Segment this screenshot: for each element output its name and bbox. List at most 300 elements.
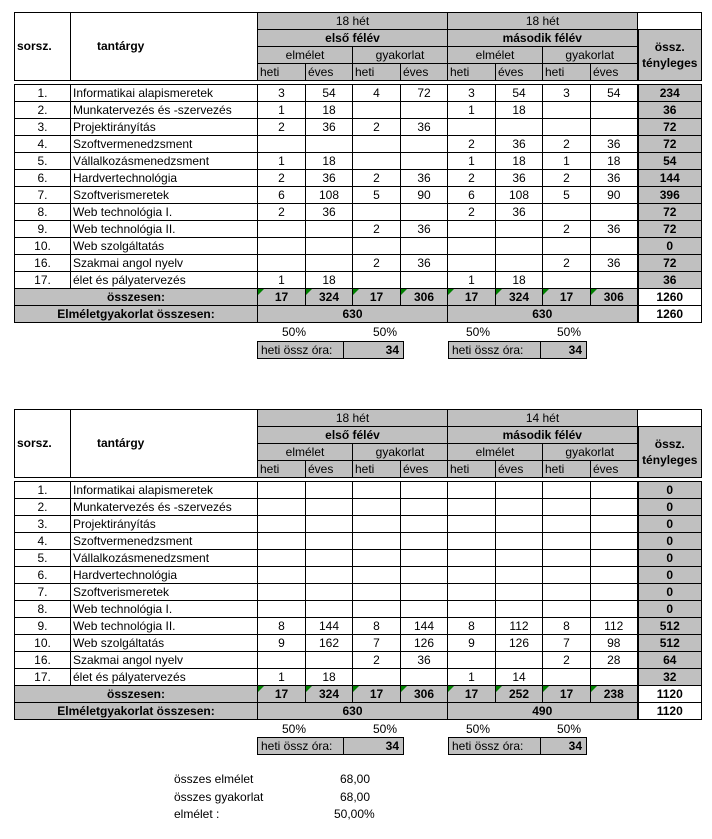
- header-weeks-1: 18 hét: [258, 410, 448, 427]
- hours-cell: 18: [306, 102, 353, 119]
- hours-cell: 54: [496, 85, 543, 102]
- hours-cell: [591, 669, 638, 686]
- hours-cell: [258, 584, 306, 601]
- hours-cell: [543, 482, 591, 499]
- row-number: 8.: [15, 601, 71, 618]
- hours-cell: [448, 584, 496, 601]
- subject-name: Informatikai alapismeretek: [71, 85, 258, 102]
- header-elmelet: elmélet: [448, 444, 543, 461]
- hours-cell: [306, 567, 353, 584]
- total-cell: 0: [638, 550, 702, 567]
- subject-name: Szoftvermenedzsment: [71, 136, 258, 153]
- row-number: 16.: [15, 255, 71, 272]
- elmgyak-label: Elméletgyakorlat összesen:: [15, 306, 258, 323]
- hours-cell: 36: [591, 221, 638, 238]
- header-ossz: össz.: [654, 40, 685, 54]
- total-cell: 512: [638, 635, 702, 652]
- hours-cell: 5: [543, 187, 591, 204]
- sum-cell: 17: [258, 289, 306, 306]
- hours-cell: 36: [306, 204, 353, 221]
- hours-cell: 1: [258, 272, 306, 289]
- hours-cell: [401, 567, 448, 584]
- sum-cell: 17: [353, 686, 401, 703]
- heti-ossz-ora-value: 34: [385, 343, 399, 357]
- row-number: 17.: [15, 272, 71, 289]
- hours-cell: [591, 516, 638, 533]
- hours-cell: [353, 499, 401, 516]
- hours-cell: [258, 238, 306, 255]
- hours-cell: 36: [306, 170, 353, 187]
- hours-cell: [496, 550, 543, 567]
- hours-cell: 36: [401, 170, 448, 187]
- table-row: [15, 221, 702, 238]
- hours-cell: [448, 533, 496, 550]
- hours-cell: [591, 238, 638, 255]
- curriculum-table-2: [14, 409, 697, 720]
- hours-cell: [258, 516, 306, 533]
- table-row: [15, 136, 702, 153]
- header-eves: éves: [306, 64, 353, 81]
- header-gyakorlat: gyakorlat: [353, 444, 448, 461]
- hours-cell: [401, 499, 448, 516]
- hours-cell: 36: [401, 652, 448, 669]
- total-cell: 36: [638, 102, 702, 119]
- hours-cell: [258, 567, 306, 584]
- header-tenyleges: tényleges: [642, 453, 698, 467]
- hours-cell: 2: [543, 652, 591, 669]
- row-number: 1.: [15, 85, 71, 102]
- hours-cell: [401, 601, 448, 618]
- hours-cell: [353, 204, 401, 221]
- hours-cell: 1: [448, 102, 496, 119]
- table-row: [15, 533, 702, 550]
- row-number: 3.: [15, 119, 71, 136]
- header-gyakorlat: gyakorlat: [543, 47, 638, 64]
- row-number: 5.: [15, 550, 71, 567]
- hours-cell: 8: [353, 618, 401, 635]
- hours-cell: [306, 516, 353, 533]
- header-eves: éves: [401, 64, 448, 81]
- summary-label: elmélet :: [174, 807, 220, 821]
- hours-cell: [543, 584, 591, 601]
- total-cell: 0: [638, 516, 702, 533]
- row-number: 6.: [15, 170, 71, 187]
- sum-cell: 306: [401, 686, 448, 703]
- hours-cell: [353, 669, 401, 686]
- hours-cell: 36: [401, 221, 448, 238]
- hours-cell: [591, 119, 638, 136]
- header-heti: heti: [258, 461, 306, 478]
- heti-ossz-ora-label: heti össz óra:: [261, 343, 333, 357]
- hours-cell: 54: [306, 85, 353, 102]
- hours-cell: 1: [258, 153, 306, 170]
- subject-name: Szoftverismeretek: [71, 187, 258, 204]
- hours-cell: 2: [353, 255, 401, 272]
- table-row: [15, 482, 702, 499]
- hours-cell: [353, 482, 401, 499]
- hours-cell: [306, 652, 353, 669]
- header-ossz-tenyleges: [638, 30, 702, 81]
- row-number: 2.: [15, 102, 71, 119]
- total-cell: 32: [638, 669, 702, 686]
- hours-cell: [496, 221, 543, 238]
- total-cell: 0: [638, 601, 702, 618]
- hours-cell: [496, 255, 543, 272]
- hours-cell: [401, 550, 448, 567]
- hours-cell: 18: [306, 153, 353, 170]
- hours-cell: [401, 204, 448, 221]
- row-number: 9.: [15, 618, 71, 635]
- elmgyak-total: 1260: [638, 306, 702, 323]
- hours-cell: 7: [543, 635, 591, 652]
- subject-name: Web technológia II.: [71, 221, 258, 238]
- summary-label: összes elmélet: [174, 772, 254, 786]
- hours-cell: 8: [258, 618, 306, 635]
- hours-cell: 3: [448, 85, 496, 102]
- hours-cell: [543, 669, 591, 686]
- subject-name: Szakmai angol nyelv: [71, 255, 258, 272]
- hours-cell: [496, 533, 543, 550]
- hours-cell: 90: [591, 187, 638, 204]
- table-row: [15, 238, 702, 255]
- header-heti: heti: [258, 64, 306, 81]
- table-row: [15, 499, 702, 516]
- hours-cell: [353, 567, 401, 584]
- hours-cell: [543, 516, 591, 533]
- sum-total: 1120: [638, 686, 702, 703]
- hours-cell: [353, 153, 401, 170]
- total-cell: 0: [638, 584, 702, 601]
- header-blank: [638, 13, 702, 30]
- sum-cell: 324: [306, 289, 353, 306]
- hours-cell: [353, 272, 401, 289]
- hours-cell: 1: [258, 669, 306, 686]
- hours-cell: [543, 533, 591, 550]
- hours-cell: [591, 533, 638, 550]
- hours-cell: [448, 652, 496, 669]
- pct-gyakorlat-1: 50%: [373, 722, 398, 736]
- hours-cell: [306, 221, 353, 238]
- total-cell: 72: [638, 136, 702, 153]
- table-row: [15, 618, 702, 635]
- total-cell: 512: [638, 618, 702, 635]
- header-eves: éves: [306, 461, 353, 478]
- header-masodik-felev: második félév: [448, 30, 638, 47]
- hours-cell: 2: [448, 204, 496, 221]
- elmgyak-sem2: 630: [448, 306, 638, 323]
- table-row: [15, 550, 702, 567]
- total-cell: 72: [638, 119, 702, 136]
- header-elso-felev: első félév: [258, 30, 448, 47]
- hours-cell: [591, 567, 638, 584]
- header-sorsz: sorsz.: [15, 410, 71, 478]
- sum-label: összesen:: [15, 289, 258, 306]
- hours-cell: [591, 482, 638, 499]
- table-row: [15, 652, 702, 669]
- hours-cell: 2: [258, 204, 306, 221]
- header-gyakorlat: gyakorlat: [543, 444, 638, 461]
- total-cell: 396: [638, 187, 702, 204]
- hours-cell: 18: [306, 272, 353, 289]
- hours-cell: [448, 119, 496, 136]
- header-elmelet: elmélet: [258, 47, 353, 64]
- summary-gyakorlat: [174, 790, 371, 804]
- hours-cell: [543, 567, 591, 584]
- hours-cell: [401, 533, 448, 550]
- total-cell: 72: [638, 221, 702, 238]
- sum-cell: 252: [496, 686, 543, 703]
- hours-cell: [591, 272, 638, 289]
- row-number: 5.: [15, 153, 71, 170]
- hours-cell: [258, 221, 306, 238]
- subject-name: Projektirányítás: [71, 119, 258, 136]
- hours-cell: 126: [496, 635, 543, 652]
- hours-cell: 6: [448, 187, 496, 204]
- hours-cell: [306, 550, 353, 567]
- hours-cell: 8: [543, 618, 591, 635]
- total-cell: 0: [638, 567, 702, 584]
- hours-cell: [591, 102, 638, 119]
- hours-cell: [353, 533, 401, 550]
- hours-cell: [258, 136, 306, 153]
- summary-elmelet-pct: [174, 807, 375, 821]
- header-eves: éves: [496, 64, 543, 81]
- hours-cell: [591, 499, 638, 516]
- hours-cell: 36: [591, 170, 638, 187]
- hours-cell: [258, 550, 306, 567]
- table-row: [15, 153, 702, 170]
- summary-value: 68,00: [340, 772, 371, 786]
- heti-ossz-ora-value: 34: [385, 739, 399, 753]
- subject-name: élet és pályatervezés: [71, 272, 258, 289]
- hours-cell: 90: [401, 187, 448, 204]
- hours-cell: 28: [591, 652, 638, 669]
- pct-gyakorlat-2: 50%: [557, 722, 582, 736]
- sum-cell: 238: [591, 686, 638, 703]
- hours-cell: 36: [591, 255, 638, 272]
- summary-value: 50,00%: [334, 807, 375, 821]
- pct-elmelet-1: 50%: [282, 325, 307, 339]
- hours-cell: [306, 601, 353, 618]
- hours-cell: [496, 516, 543, 533]
- total-cell: 0: [638, 533, 702, 550]
- subject-name: Munkatervezés és -szervezés: [71, 499, 258, 516]
- hours-cell: 36: [496, 136, 543, 153]
- hours-cell: [353, 550, 401, 567]
- hours-cell: [306, 499, 353, 516]
- total-cell: 0: [638, 499, 702, 516]
- hours-cell: 4: [353, 85, 401, 102]
- elmgyak-label: Elméletgyakorlat összesen:: [15, 703, 258, 720]
- row-number: 4.: [15, 533, 71, 550]
- total-cell: 64: [638, 652, 702, 669]
- header-blank: [638, 410, 702, 427]
- row-number: 7.: [15, 187, 71, 204]
- hours-cell: [591, 204, 638, 221]
- pct-elmelet-2: 50%: [466, 325, 491, 339]
- hours-cell: 162: [306, 635, 353, 652]
- header-weeks-1: 18 hét: [258, 13, 448, 30]
- subject-name: Hardvertechnológia: [71, 567, 258, 584]
- hours-cell: [448, 221, 496, 238]
- row-number: 2.: [15, 499, 71, 516]
- hours-cell: 2: [448, 170, 496, 187]
- hours-cell: [543, 238, 591, 255]
- total-cell: 72: [638, 204, 702, 221]
- total-cell: 54: [638, 153, 702, 170]
- table-row: [15, 204, 702, 221]
- heti-ossz-ora-label: heti össz óra:: [452, 343, 524, 357]
- hours-cell: 72: [401, 85, 448, 102]
- pct-elmelet-1: 50%: [282, 722, 307, 736]
- row-number: 4.: [15, 136, 71, 153]
- header-eves: éves: [591, 461, 638, 478]
- total-cell: 234: [638, 85, 702, 102]
- sum-cell: 306: [401, 289, 448, 306]
- sum-row: [15, 686, 702, 703]
- hours-cell: 18: [306, 669, 353, 686]
- sum-cell: 306: [591, 289, 638, 306]
- hours-cell: 2: [543, 255, 591, 272]
- hours-cell: [543, 119, 591, 136]
- hours-cell: 1: [448, 669, 496, 686]
- subject-name: Vállalkozásmenedzsment: [71, 550, 258, 567]
- subject-name: Web szolgáltatás: [71, 635, 258, 652]
- subject-name: Vállalkozásmenedzsment: [71, 153, 258, 170]
- hours-cell: 3: [543, 85, 591, 102]
- hours-cell: 14: [496, 669, 543, 686]
- hours-cell: 2: [543, 221, 591, 238]
- hours-cell: [306, 136, 353, 153]
- hours-cell: [448, 482, 496, 499]
- hours-cell: [496, 482, 543, 499]
- table-row: [15, 102, 702, 119]
- hours-cell: [258, 601, 306, 618]
- hours-cell: 2: [353, 119, 401, 136]
- elmgyak-sem2: 490: [448, 703, 638, 720]
- hours-cell: [448, 567, 496, 584]
- hours-cell: [543, 550, 591, 567]
- hours-cell: 36: [401, 255, 448, 272]
- hours-cell: 144: [401, 618, 448, 635]
- hours-cell: [591, 601, 638, 618]
- hours-cell: [401, 136, 448, 153]
- pct-gyakorlat-2: 50%: [557, 325, 582, 339]
- row-number: 9.: [15, 221, 71, 238]
- hours-cell: 98: [591, 635, 638, 652]
- header-tantargy: tantárgy: [71, 410, 258, 478]
- summary-label: összes gyakorlat: [174, 790, 264, 804]
- hours-cell: 36: [591, 136, 638, 153]
- table-row: [15, 669, 702, 686]
- subject-name: Web technológia I.: [71, 204, 258, 221]
- hours-cell: [448, 255, 496, 272]
- hours-cell: [353, 238, 401, 255]
- header-eves: éves: [591, 64, 638, 81]
- subject-name: Web szolgáltatás: [71, 238, 258, 255]
- header-tantargy: tantárgy: [71, 13, 258, 81]
- hours-cell: [543, 272, 591, 289]
- table-row: [15, 584, 702, 601]
- hours-cell: 36: [306, 119, 353, 136]
- header-eves: éves: [401, 461, 448, 478]
- hours-cell: 144: [306, 618, 353, 635]
- hours-cell: 1: [448, 272, 496, 289]
- hours-cell: [401, 482, 448, 499]
- header-heti: heti: [448, 64, 496, 81]
- hours-cell: 3: [258, 85, 306, 102]
- header-gyakorlat: gyakorlat: [353, 47, 448, 64]
- sum-cell: 324: [496, 289, 543, 306]
- table-row: [15, 170, 702, 187]
- hours-cell: [258, 652, 306, 669]
- header-masodik-felev: második félév: [448, 427, 638, 444]
- hours-cell: 18: [496, 272, 543, 289]
- curriculum-table-1: [14, 12, 697, 323]
- subject-name: Szoftverismeretek: [71, 584, 258, 601]
- row-number: 16.: [15, 652, 71, 669]
- subject-name: Szakmai angol nyelv: [71, 652, 258, 669]
- row-number: 7.: [15, 584, 71, 601]
- hours-cell: [306, 238, 353, 255]
- hours-cell: 1: [543, 153, 591, 170]
- subject-name: élet és pályatervezés: [71, 669, 258, 686]
- hours-cell: [496, 584, 543, 601]
- header-heti: heti: [543, 64, 591, 81]
- hours-cell: [543, 102, 591, 119]
- hours-cell: [353, 601, 401, 618]
- header-heti: heti: [353, 461, 401, 478]
- elmgyak-sem1: 630: [258, 703, 448, 720]
- hours-cell: [353, 102, 401, 119]
- sum-cell: 17: [258, 686, 306, 703]
- hours-cell: 2: [448, 136, 496, 153]
- subject-name: Munkatervezés és -szervezés: [71, 102, 258, 119]
- hours-cell: 112: [496, 618, 543, 635]
- row-number: 6.: [15, 567, 71, 584]
- hours-cell: 8: [448, 618, 496, 635]
- hours-cell: 1: [258, 102, 306, 119]
- hours-cell: 2: [258, 170, 306, 187]
- hours-cell: 36: [496, 170, 543, 187]
- row-number: 3.: [15, 516, 71, 533]
- sum-cell: 324: [306, 686, 353, 703]
- header-heti: heti: [543, 461, 591, 478]
- hours-cell: 108: [496, 187, 543, 204]
- elmgyak-sem1: 630: [258, 306, 448, 323]
- header-tenyleges: tényleges: [642, 56, 698, 70]
- hours-cell: [496, 238, 543, 255]
- hours-cell: [543, 499, 591, 516]
- heti-ossz-ora-label: heti össz óra:: [261, 739, 333, 753]
- table-row: [15, 119, 702, 136]
- elmgyak-total: 1120: [638, 703, 702, 720]
- hours-cell: [401, 102, 448, 119]
- header-sorsz: sorsz.: [15, 13, 71, 81]
- header-weeks-2: 14 hét: [448, 410, 638, 427]
- hours-cell: [591, 550, 638, 567]
- total-cell: 72: [638, 255, 702, 272]
- hours-cell: 18: [591, 153, 638, 170]
- hours-cell: [496, 652, 543, 669]
- hours-cell: [448, 499, 496, 516]
- sum-cell: 17: [353, 289, 401, 306]
- header-elmelet: elmélet: [258, 444, 353, 461]
- subject-name: Projektirányítás: [71, 516, 258, 533]
- heti-ossz-ora-box-1: [257, 341, 404, 359]
- hours-cell: [496, 601, 543, 618]
- hours-cell: 108: [306, 187, 353, 204]
